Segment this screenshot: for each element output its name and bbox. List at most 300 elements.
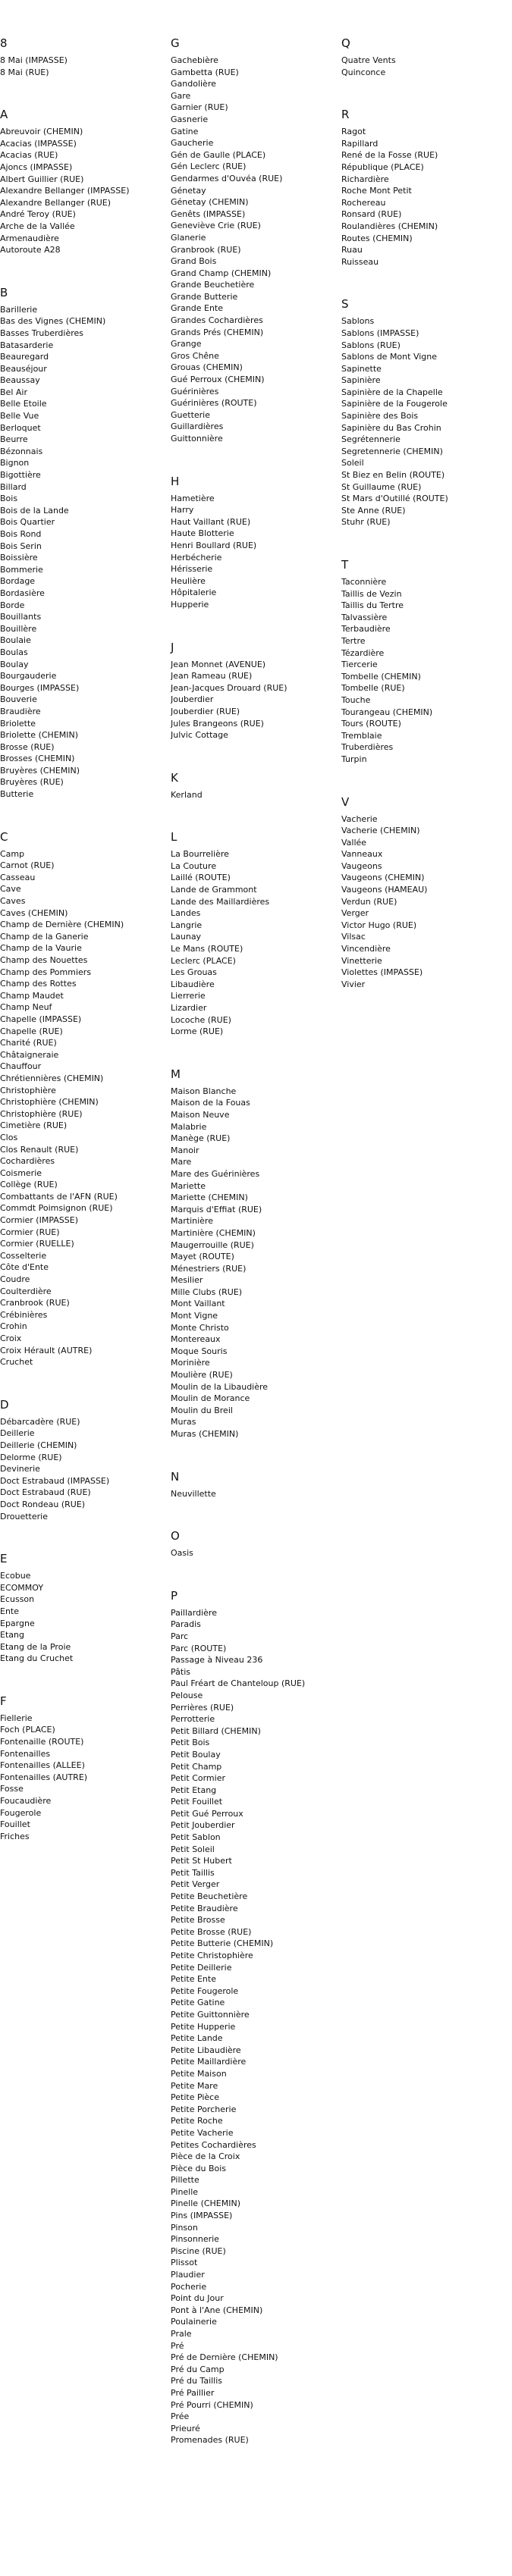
- street-entry: Gasnerie: [171, 114, 209, 124]
- street-entry: Champ Maudet: [0, 990, 64, 1001]
- street-entry: Sablons (IMPASSE): [341, 327, 419, 338]
- section-letter: J: [171, 640, 174, 654]
- street-entry: Cave: [0, 884, 21, 895]
- street-entry: Boulas: [0, 647, 28, 657]
- street-entry: Ecusson: [0, 1594, 35, 1605]
- street-entry: Petit Soleil: [171, 1844, 215, 1854]
- street-entry: Muras (CHEMIN): [171, 1429, 239, 1439]
- street-entry: Gaucherie: [171, 138, 214, 149]
- street-entry: Lande de Grammont: [171, 885, 257, 895]
- street-entry: Mont Vigne: [171, 1311, 218, 1321]
- street-entry: Grande Butterie: [171, 291, 238, 302]
- street-entry: Borde: [0, 600, 25, 610]
- street-entry: Prieuré: [171, 2423, 200, 2433]
- section-letter: K: [171, 770, 178, 785]
- street-entry: Châtaigneraie: [0, 1049, 59, 1060]
- street-entry: Vinetterie: [341, 955, 382, 966]
- street-entry: Croix: [0, 1333, 22, 1343]
- street-entry: Oasis: [171, 1548, 193, 1559]
- street-entry: Petite Christophière: [171, 1951, 253, 1960]
- street-entry: Pocherie: [171, 2281, 207, 2292]
- street-entry: Mont Vaillant: [171, 1299, 225, 1309]
- street-entry: Pillette: [171, 2175, 199, 2186]
- street-entry: Caves: [0, 896, 26, 907]
- street-entry: Touche: [341, 694, 371, 705]
- street-entry: Bois Rond: [0, 529, 42, 539]
- street-entry: Neuvillette: [171, 1488, 216, 1499]
- street-entry: Stuhr (RUE): [341, 517, 391, 528]
- street-entry: Jules Brangeons (RUE): [171, 718, 264, 729]
- street-entry: Bommerie: [0, 564, 43, 575]
- street-entry: Champ des Pommiers: [0, 967, 92, 977]
- street-entry: Petite Pièce: [171, 2092, 219, 2103]
- street-entry: Bois Quartier: [0, 517, 55, 528]
- street-entry: Collège (RUE): [0, 1180, 58, 1190]
- street-entry: Epargne: [0, 1618, 35, 1628]
- street-entry: Petite Guittonnière: [171, 2009, 250, 2020]
- street-entry: Etang de la Proie: [0, 1641, 71, 1652]
- street-entry: Hametière: [171, 493, 215, 503]
- street-entry: Kerland: [171, 789, 203, 800]
- street-entry: Sapinière: [341, 375, 381, 386]
- street-entry: Fontenailles (ALLEE): [0, 1760, 85, 1771]
- street-entry: Jouberdier (RUE): [171, 706, 240, 716]
- street-entry: André Teroy (RUE): [0, 209, 76, 220]
- letter-section: [171, 829, 330, 1038]
- index-column: [0, 35, 159, 1870]
- street-entry: Génetay: [171, 185, 206, 196]
- street-entry: Perrotterie: [171, 1714, 215, 1725]
- letter-section: [0, 106, 159, 256]
- street-entry: Basses Truberdières: [0, 327, 84, 338]
- street-entry: Côte d'Ente: [0, 1262, 49, 1273]
- letter-section: [341, 296, 501, 528]
- street-entry: Harry: [171, 505, 194, 516]
- street-entry: Briolette (CHEMIN): [0, 730, 79, 741]
- street-entry: Pinsonnerie: [171, 2234, 219, 2245]
- street-entry: Moulin du Breil: [171, 1405, 233, 1415]
- street-entry: Guetterie: [171, 409, 211, 420]
- street-entry: Petit Verger: [171, 1879, 220, 1890]
- street-entry: Montereaux: [171, 1334, 221, 1345]
- street-entry: Guérinières: [171, 386, 219, 396]
- street-entry: Manoir: [171, 1145, 199, 1155]
- street-entry: 8 Mai (IMPASSE): [0, 55, 68, 65]
- street-entry: Petit Jouberdier: [171, 1820, 235, 1831]
- street-entry: Tézardière: [341, 647, 385, 658]
- street-entry: Sablons (RUE): [341, 340, 400, 350]
- street-entry: Monte Christo: [171, 1322, 229, 1333]
- section-letter: T: [341, 558, 349, 572]
- street-entry: ECOMMOY: [0, 1582, 44, 1593]
- section-letter: C: [0, 829, 8, 844]
- street-entry: Bourges (IMPASSE): [0, 682, 80, 693]
- street-entry: Petit Boulay: [171, 1749, 221, 1760]
- street-entry: Fontenailles: [0, 1748, 51, 1759]
- street-entry: Jean Rameau (RUE): [171, 671, 253, 682]
- street-entry: Gare: [171, 90, 191, 101]
- street-entry: Moulin de Morance: [171, 1393, 250, 1404]
- street-entry: Manège (RUE): [171, 1133, 231, 1144]
- section-letter: N: [171, 1469, 180, 1484]
- street-entry: Cormier (RUELLE): [0, 1239, 74, 1249]
- street-entry: Doct Estrabaud (IMPASSE): [0, 1475, 110, 1486]
- street-entry: Petit Bois: [171, 1738, 210, 1748]
- street-entry: Ajoncs (IMPASSE): [0, 161, 73, 172]
- street-entry: Mariette: [171, 1180, 206, 1191]
- street-entry: Laillé (ROUTE): [171, 873, 231, 883]
- street-entry: Pelouse: [171, 1690, 203, 1700]
- street-entry: Tiercerie: [341, 660, 378, 670]
- street-entry: Alexandre Bellanger (IMPASSE): [0, 186, 130, 196]
- street-entry: Herbécherie: [171, 552, 222, 563]
- street-entry: Morinière: [171, 1358, 210, 1368]
- street-entry: Maison Neuve: [171, 1109, 230, 1120]
- street-entry: Paul Fréart de Chanteloup (RUE): [171, 1678, 306, 1689]
- section-letter: Q: [341, 36, 350, 50]
- street-entry: Quinconce: [341, 67, 386, 77]
- street-entry: Bois: [0, 494, 18, 504]
- street-entry: Quatre Vents: [341, 55, 396, 65]
- street-entry: Bouillère: [0, 623, 37, 634]
- street-entry: Pièce de la Croix: [171, 2151, 240, 2162]
- street-entry: Petite Mare: [171, 2080, 218, 2091]
- street-entry: Mariette (CHEMIN): [171, 1192, 248, 1203]
- street-entry: Lizardier: [171, 1003, 207, 1013]
- street-entry: Leclerc (PLACE): [171, 955, 236, 966]
- street-entry: Pré du Taillis: [171, 2376, 223, 2386]
- street-entry: Petite Brosse: [171, 1915, 225, 1926]
- street-entry: Doct Rondeau (RUE): [0, 1499, 86, 1509]
- street-entry: Martinière (CHEMIN): [171, 1227, 256, 1238]
- street-entry: République (PLACE): [341, 161, 424, 172]
- street-entry: Chauffour: [0, 1061, 42, 1072]
- letter-section: [171, 1468, 330, 1500]
- street-entry: Sapinière des Bois: [341, 411, 419, 421]
- letter-section: [0, 1693, 159, 1843]
- section-letter: E: [0, 1552, 8, 1566]
- street-entry: Violettes (IMPASSE): [341, 967, 423, 978]
- street-entry: Brosses (CHEMIN): [0, 754, 75, 764]
- street-entry: Hôpitalerie: [171, 588, 217, 598]
- street-entry: Maison Blanche: [171, 1086, 237, 1096]
- letter-section: [341, 106, 501, 268]
- street-entry: Delorme (RUE): [0, 1452, 62, 1462]
- street-entry: Ecobue: [0, 1571, 31, 1581]
- street-entry: Fiellerie: [0, 1713, 33, 1723]
- street-entry: Petit Gué Perroux: [171, 1808, 243, 1819]
- street-entry: Acacias (RUE): [0, 150, 58, 161]
- street-entry: Gambetta (RUE): [171, 67, 239, 77]
- street-entry: Rochereau: [341, 197, 386, 208]
- street-entry: Piscine (RUE): [171, 2245, 226, 2256]
- street-entry: Combattants de l'AFN (RUE): [0, 1191, 118, 1202]
- street-entry: Mayet (ROUTE): [171, 1252, 234, 1262]
- street-entry: Segrétennerie: [341, 434, 400, 445]
- street-entry: Vivier: [341, 979, 366, 989]
- street-entry: Haut Vaillant (RUE): [171, 516, 251, 527]
- letter-section: [0, 1550, 159, 1665]
- street-entry: Parc: [171, 1631, 189, 1641]
- street-entry: René de la Fosse (RUE): [341, 150, 438, 161]
- letter-section: [171, 473, 330, 611]
- street-entry: Tombelle (CHEMIN): [341, 671, 421, 682]
- street-entry: Bourgauderie: [0, 671, 57, 682]
- street-entry: Petit Champ: [171, 1761, 222, 1772]
- street-entry: Pâtis: [171, 1666, 190, 1677]
- street-entry: Mare: [171, 1157, 192, 1167]
- street-entry: Turpin: [341, 754, 367, 764]
- street-entry: Prale: [171, 2329, 192, 2339]
- street-entry: Truberdières: [341, 742, 394, 753]
- street-entry: Petit Cormier: [171, 1773, 225, 1784]
- street-entry: Ronsard (RUE): [341, 209, 402, 220]
- street-entry: Le Mans (ROUTE): [171, 944, 243, 954]
- street-entry: Sapinière de la Fougerole: [341, 399, 448, 409]
- street-entry: Braudière: [0, 706, 41, 716]
- street-entry: Pré Paillier: [171, 2387, 215, 2398]
- street-entry: Vaugeons (CHEMIN): [341, 873, 425, 883]
- street-entry: Petite Gatine: [171, 1998, 225, 2008]
- street-entry: Taconnière: [341, 577, 387, 587]
- street-entry: Taillis de Vezin: [341, 588, 402, 599]
- street-entry: Bois Serin: [0, 541, 42, 551]
- street-entry: Richardière: [341, 174, 389, 184]
- street-entry: Champ des Rottes: [0, 979, 77, 989]
- street-entry: Genêts (IMPASSE): [171, 208, 246, 219]
- street-entry: Tremblaie: [341, 730, 382, 741]
- street-entry: Christophière: [0, 1085, 56, 1095]
- street-entry: Petite Libaudière: [171, 2045, 241, 2055]
- street-entry: Cruchet: [0, 1357, 33, 1368]
- street-entry: Champ Neuf: [0, 1002, 52, 1013]
- street-entry: Berloquet: [0, 422, 41, 433]
- street-entry: Clos: [0, 1132, 18, 1142]
- street-entry: Armenaudière: [0, 233, 59, 243]
- street-entry: Vincendière: [341, 944, 391, 954]
- street-entry: Muras: [171, 1417, 196, 1427]
- street-entry: Petite Brosse (RUE): [171, 1926, 252, 1937]
- street-entry: Arche de la Vallée: [0, 221, 75, 231]
- street-entry: Bignon: [0, 458, 30, 469]
- street-entry: Gué Perroux (CHEMIN): [171, 374, 265, 385]
- street-entry: Bas des Vignes (CHEMIN): [0, 316, 106, 327]
- street-entry: Belle Vue: [0, 411, 39, 421]
- street-entry: Doct Estrabaud (RUE): [0, 1487, 91, 1498]
- street-entry: Tourangeau (CHEMIN): [341, 707, 433, 717]
- street-entry: Pièce du Bois: [171, 2163, 227, 2173]
- street-entry: Christophière (RUE): [0, 1108, 83, 1119]
- street-entry: Commdt Poimsignon (RUE): [0, 1203, 113, 1214]
- street-entry: Victor Hugo (RUE): [341, 920, 417, 930]
- street-entry: Vacherie: [341, 813, 378, 824]
- street-entry: Gachebière: [171, 55, 218, 65]
- street-entry: Vaugeons: [341, 860, 382, 871]
- street-entry: Lierrerie: [171, 991, 206, 1001]
- street-entry: Gros Chêne: [171, 350, 219, 361]
- street-entry: Friches: [0, 1831, 30, 1841]
- street-entry: Sablons de Mont Vigne: [341, 352, 438, 362]
- street-entry: Poulainerie: [171, 2317, 217, 2327]
- letter-section: [0, 35, 159, 78]
- street-entry: Jean-Jacques Drouard (RUE): [171, 682, 287, 693]
- section-letter: 8: [0, 36, 8, 50]
- street-entry: Cochardières: [0, 1156, 55, 1167]
- street-entry: Coismerie: [0, 1167, 42, 1178]
- street-entry: Gandolière: [171, 79, 216, 89]
- index-column: [341, 35, 501, 1018]
- street-entry: Champ de la Vaurie: [0, 943, 82, 954]
- section-letter: F: [0, 1694, 7, 1708]
- street-entry: Prée: [171, 2411, 190, 2422]
- street-entry: Coudre: [0, 1274, 30, 1285]
- street-entry: Cormier (RUE): [0, 1227, 60, 1237]
- street-entry: Crohin: [0, 1321, 27, 1332]
- street-entry: Libaudière: [171, 979, 215, 989]
- street-entry: Taillis du Tertre: [341, 600, 404, 611]
- letter-section: [0, 829, 159, 1368]
- street-entry: Fosse: [0, 1784, 24, 1794]
- street-entry: Petite Braudière: [171, 1903, 238, 1913]
- street-entry: Point du Jour: [171, 2293, 224, 2304]
- street-entry: Abreuvoir (CHEMIN): [0, 127, 83, 137]
- street-entry: Boulaie: [0, 635, 31, 646]
- street-entry: Petite Maison: [171, 2068, 227, 2079]
- street-entry: Sapinette: [341, 363, 382, 374]
- street-entry: Grande Beuchetière: [171, 280, 255, 290]
- street-entry: Charité (RUE): [0, 1038, 57, 1048]
- street-entry: Briolette: [0, 718, 36, 729]
- street-entry: Grandes Cochardières: [171, 315, 263, 326]
- street-entry: Bel Air: [0, 387, 27, 397]
- street-entry: Fontenailles (AUTRE): [0, 1772, 88, 1782]
- street-entry: Granbrook (RUE): [171, 244, 241, 255]
- street-entry: Cormier (IMPASSE): [0, 1215, 78, 1226]
- street-entry: Ruau: [341, 245, 363, 255]
- street-entry: Billard: [0, 481, 27, 492]
- section-letter: L: [171, 830, 177, 845]
- street-entry: Pont à l'Ane (CHEMIN): [171, 2305, 263, 2315]
- street-entry: Gén Leclerc (RUE): [171, 161, 247, 172]
- street-entry: Roche Mont Petit: [341, 186, 412, 196]
- street-entry: Geneviève Crie (RUE): [171, 221, 261, 231]
- street-entry: Bordasière: [0, 588, 45, 598]
- street-entry: St Guillaume (RUE): [341, 481, 422, 492]
- street-entry: Moque Souris: [171, 1346, 228, 1356]
- street-entry: Bigottière: [0, 470, 41, 481]
- street-entry: Gén de Gaulle (PLACE): [171, 149, 266, 160]
- street-entry: Lorme (RUE): [171, 1026, 224, 1037]
- section-letter: M: [171, 1067, 181, 1081]
- street-entry: Sapinière de la Chapelle: [341, 387, 443, 397]
- street-entry: Ménestriers (RUE): [171, 1263, 247, 1274]
- street-entry: Pinelle: [171, 2186, 199, 2197]
- street-entry: Champ de la Ganerie: [0, 931, 89, 942]
- letter-section: [341, 556, 501, 766]
- street-entry: Vilsac: [341, 932, 366, 942]
- section-letter: R: [341, 108, 350, 122]
- street-entry: Paradis: [171, 1619, 201, 1630]
- street-entry: Petit Fouillet: [171, 1797, 223, 1807]
- street-entry: Plissot: [171, 2258, 198, 2268]
- street-entry: Petite Lande: [171, 2033, 223, 2044]
- street-entry: Autoroute A28: [0, 245, 61, 255]
- street-entry: Promenades (RUE): [171, 2435, 249, 2446]
- section-letter: V: [341, 794, 350, 809]
- street-entry: Sablons: [341, 316, 375, 327]
- street-entry: Maison de la Fouas: [171, 1098, 250, 1108]
- street-entry: Bois de la Lande: [0, 505, 69, 516]
- street-entry: Plaudier: [171, 2270, 205, 2280]
- street-entry: Moulin de la Libaudière: [171, 1381, 269, 1392]
- street-entry: Petite Hupperie: [171, 2021, 236, 2032]
- street-entry: La Bourrelière: [171, 849, 229, 860]
- letter-section: [171, 769, 330, 801]
- street-entry: Julvic Cottage: [171, 730, 228, 741]
- street-entry: Pré: [171, 2340, 184, 2351]
- street-entry: Batasarderie: [0, 340, 54, 350]
- letter-section: [341, 35, 501, 78]
- street-entry: Vaugeons (HAMEAU): [341, 885, 428, 895]
- street-entry: Grand Champ (CHEMIN): [171, 268, 272, 278]
- street-entry: Martinière: [171, 1216, 213, 1227]
- street-entry: Terbaudière: [341, 624, 391, 635]
- street-entry: Petite Roche: [171, 2116, 223, 2126]
- street-entry: Camp: [0, 848, 25, 859]
- street-entry: Petite Butterie (CHEMIN): [171, 1938, 274, 1949]
- street-entry: Alexandre Bellanger (RUE): [0, 197, 112, 208]
- street-entry: Caves (CHEMIN): [0, 907, 68, 918]
- street-entry: Roulandières (CHEMIN): [341, 221, 438, 231]
- letter-section: [0, 1396, 159, 1522]
- street-entry: Petit St Hubert: [171, 1856, 232, 1866]
- street-entry: Guittonnière: [171, 434, 223, 443]
- section-letter: A: [0, 108, 8, 122]
- street-entry: Beurre: [0, 434, 28, 445]
- street-entry: Petite Deillerie: [171, 1962, 232, 1973]
- street-entry: Beauregard: [0, 352, 49, 362]
- street-entry: Ruisseau: [341, 256, 379, 267]
- street-entry: Rapillard: [341, 138, 379, 149]
- street-entry: Soleil: [341, 458, 364, 469]
- street-entry: Perrières (RUE): [171, 1702, 234, 1713]
- street-entry: Devinerie: [0, 1464, 40, 1474]
- street-entry: Segretennerie (CHEMIN): [341, 446, 443, 456]
- street-entry: Launay: [171, 932, 202, 942]
- street-entry: Christophière (CHEMIN): [0, 1097, 99, 1108]
- street-entry: 8 Mai (RUE): [0, 67, 49, 77]
- street-entry: Mare des Guérinières: [171, 1168, 260, 1179]
- street-entry: Langrie: [171, 920, 203, 930]
- street-entry: Carnot (RUE): [0, 860, 55, 871]
- letter-section: [171, 1066, 330, 1440]
- street-entry: Bordage: [0, 576, 36, 587]
- street-entry: Pré du Camp: [171, 2364, 225, 2374]
- street-entry: Pré de Dernière (CHEMIN): [171, 2352, 278, 2363]
- street-entry: Tertre: [341, 635, 366, 646]
- street-entry: Chapelle (RUE): [0, 1026, 63, 1036]
- street-entry: Grands Prés (CHEMIN): [171, 327, 264, 337]
- street-entry: Sapinière du Bas Crohin: [341, 422, 441, 433]
- street-entry: Bouverie: [0, 694, 37, 705]
- street-entry: Tours (ROUTE): [341, 719, 401, 729]
- street-entry: Bézonnais: [0, 446, 43, 456]
- street-entry: Petite Beuchetière: [171, 1891, 248, 1902]
- street-entry: Vanneaux: [341, 849, 383, 860]
- street-entry: Fouillet: [0, 1819, 30, 1830]
- street-entry: Albert Guillier (RUE): [0, 174, 84, 184]
- street-entry: Paillardière: [171, 1607, 217, 1618]
